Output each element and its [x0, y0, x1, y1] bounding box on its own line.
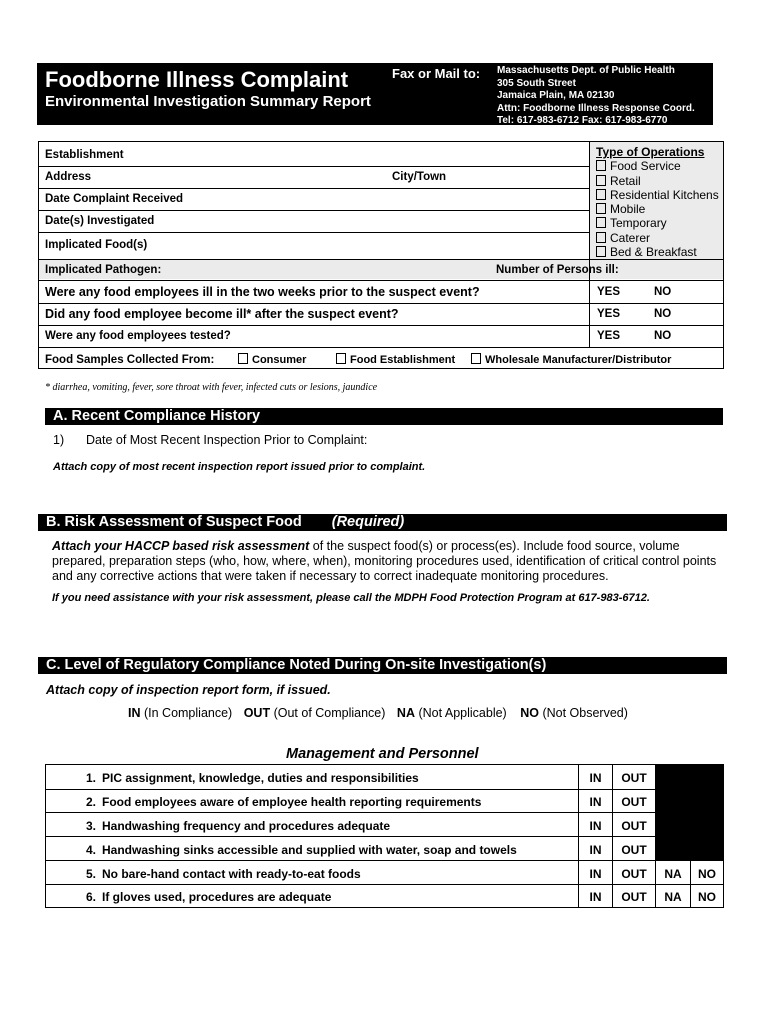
- checkbox-icon[interactable]: [596, 246, 606, 257]
- na-cell[interactable]: NA: [664, 867, 682, 881]
- section-c-attach-note: Attach copy of inspection report form, if issued.: [46, 683, 331, 697]
- no-option[interactable]: NO: [654, 330, 672, 342]
- type-of-operations: [596, 145, 719, 259]
- in-cell[interactable]: IN: [589, 771, 602, 785]
- section-a-item-text: Date of Most Recent Inspection Prior to Complaint:: [86, 433, 368, 447]
- implicated-foods-label: Implicated Food(s): [45, 239, 148, 251]
- sample-option-consumer[interactable]: Consumer: [238, 353, 306, 366]
- out-cell[interactable]: OUT: [621, 771, 647, 785]
- legend-code: OUT: [243, 706, 271, 720]
- legend-code: NO: [520, 706, 539, 720]
- legend-desc: (Not Applicable): [418, 706, 507, 720]
- operation-option[interactable]: Temporary: [596, 216, 719, 230]
- header-banner: [37, 63, 713, 125]
- no-cell[interactable]: NO: [698, 890, 716, 904]
- legend-desc: (In Compliance): [143, 706, 233, 720]
- dates-investigated-label: Date(s) Investigated: [45, 215, 155, 227]
- legend-code: NA: [396, 706, 415, 720]
- address-line: Attn: Foodborne Illness Response Coord.: [497, 102, 695, 114]
- form-title: Foodborne Illness Complaint: [45, 67, 349, 92]
- in-cell[interactable]: IN: [589, 890, 602, 904]
- legend-code: IN: [128, 706, 141, 720]
- section-b-paragraph: [52, 539, 717, 584]
- city-town-label: City/Town: [392, 171, 447, 183]
- section-a-title: A. Recent Compliance History: [53, 408, 261, 424]
- address-line: Jamaica Plain, MA 02130: [497, 90, 615, 101]
- checkbox-icon[interactable]: [596, 175, 606, 186]
- out-cell[interactable]: OUT: [621, 819, 647, 833]
- checkbox-icon[interactable]: [596, 160, 606, 171]
- yes-option[interactable]: YES: [597, 330, 621, 342]
- section-b-header: [38, 514, 727, 531]
- checkbox-icon[interactable]: [596, 203, 606, 214]
- establishment-label: Establishment: [45, 149, 124, 161]
- question-tested: Were any food employees tested?: [45, 330, 231, 342]
- sample-option-establishment[interactable]: Food Establishment: [336, 353, 455, 366]
- samples-label: Food Samples Collected From:: [45, 354, 215, 366]
- operation-option[interactable]: Retail: [596, 174, 719, 188]
- section-c-header: [38, 657, 727, 674]
- number-ill-label: Number of Persons ill:: [496, 264, 619, 276]
- operations-heading: Type of Operations: [596, 145, 705, 159]
- section-a-header: [45, 408, 723, 425]
- mailing-address: [497, 65, 695, 128]
- checkbox-icon[interactable]: [471, 353, 481, 364]
- na-cell[interactable]: NA: [664, 890, 682, 904]
- implicated-pathogen-label: Implicated Pathogen:: [45, 264, 162, 276]
- address-line: Tel: 617-983-6712 Fax: 617-983-6770: [497, 115, 668, 126]
- address-line: 305 South Street: [497, 77, 576, 89]
- out-cell[interactable]: OUT: [621, 843, 647, 857]
- section-b-required: (Required): [331, 514, 405, 530]
- no-option[interactable]: NO: [654, 308, 672, 320]
- question-ill-before: Were any food employees ill in the two weeks prior to the suspect event?: [45, 285, 480, 299]
- in-cell[interactable]: IN: [589, 843, 602, 857]
- no-option[interactable]: NO: [654, 286, 672, 298]
- out-cell[interactable]: OUT: [621, 890, 647, 904]
- operation-option[interactable]: Mobile: [596, 202, 719, 216]
- checkbox-icon[interactable]: [596, 232, 606, 243]
- section-b-title: B. Risk Assessment of Suspect Food: [46, 514, 302, 530]
- section-a-attach-note: Attach copy of most recent inspection report issued prior to complaint.: [53, 461, 426, 473]
- table-row: 4. Handwashing sinks accessible and supplied with water, soap and towels: [85, 843, 517, 857]
- in-cell[interactable]: IN: [589, 795, 602, 809]
- section-c-title: C. Level of Regulatory Compliance Noted During On-site Investigation(s): [46, 657, 547, 673]
- operation-option[interactable]: Food Service: [596, 159, 719, 173]
- table-row: 1. PIC assignment, knowledge, duties and responsibilities: [85, 771, 419, 785]
- date-complaint-label: Date Complaint Received: [45, 193, 184, 205]
- in-cell[interactable]: IN: [589, 867, 602, 881]
- in-cell[interactable]: IN: [589, 819, 602, 833]
- legend-desc: (Out of Compliance): [273, 706, 386, 720]
- checkbox-icon[interactable]: [596, 189, 606, 200]
- address-label: Address: [45, 171, 92, 183]
- table-row: 6. If gloves used, procedures are adequate: [85, 890, 332, 904]
- address-line: Massachusetts Dept. of Public Health: [497, 65, 675, 76]
- yes-option[interactable]: YES: [597, 308, 621, 320]
- fax-mail-label: Fax or Mail to:: [392, 66, 481, 81]
- section-b-para-rest: of the suspect food(s) or process(es). Include food source, volume prepared, preparation steps (who, how, where, when), monitoring procedures used, identification of critical control points and any corrective actions that were taken if necessary to correct inadequate monitoring procedures.: [52, 539, 717, 583]
- question-ill-after: Did any food employee become ill* after the suspect event?: [45, 307, 399, 321]
- section-b-assistance: If you need assistance with your risk assessment, please call the MDPH Food Protection Program at 617-983-6712.: [52, 592, 650, 604]
- no-cell[interactable]: NO: [698, 867, 716, 881]
- table-row: 3. Handwashing frequency and procedures adequate: [85, 819, 391, 833]
- out-cell[interactable]: OUT: [621, 795, 647, 809]
- checkbox-icon[interactable]: [238, 353, 248, 364]
- sample-option-wholesale[interactable]: Wholesale Manufacturer/Distributor: [471, 353, 671, 366]
- section-b-para-bold: Attach your HACCP based risk assessment: [52, 539, 310, 553]
- checkbox-icon[interactable]: [336, 353, 346, 364]
- management-table-title: Management and Personnel: [286, 746, 479, 762]
- operation-option[interactable]: Bed & Breakfast: [596, 245, 719, 259]
- table-row: 5. No bare-hand contact with ready-to-eat foods: [85, 867, 361, 881]
- form-subtitle: Environmental Investigation Summary Report: [45, 93, 371, 110]
- operation-option[interactable]: Caterer: [596, 231, 719, 245]
- table-row: 2. Food employees aware of employee health reporting requirements: [85, 795, 482, 809]
- compliance-legend: [128, 706, 628, 721]
- operation-option[interactable]: Residential Kitchens: [596, 188, 719, 202]
- section-a-item-number: 1): [53, 433, 65, 447]
- out-cell[interactable]: OUT: [621, 867, 647, 881]
- footnote: * diarrhea, vomiting, fever, sore throat with fever, infected cuts or lesions, jaundice: [45, 382, 378, 393]
- legend-desc: (Not Observed): [542, 706, 628, 720]
- checkbox-icon[interactable]: [596, 217, 606, 228]
- yes-option[interactable]: YES: [597, 286, 621, 298]
